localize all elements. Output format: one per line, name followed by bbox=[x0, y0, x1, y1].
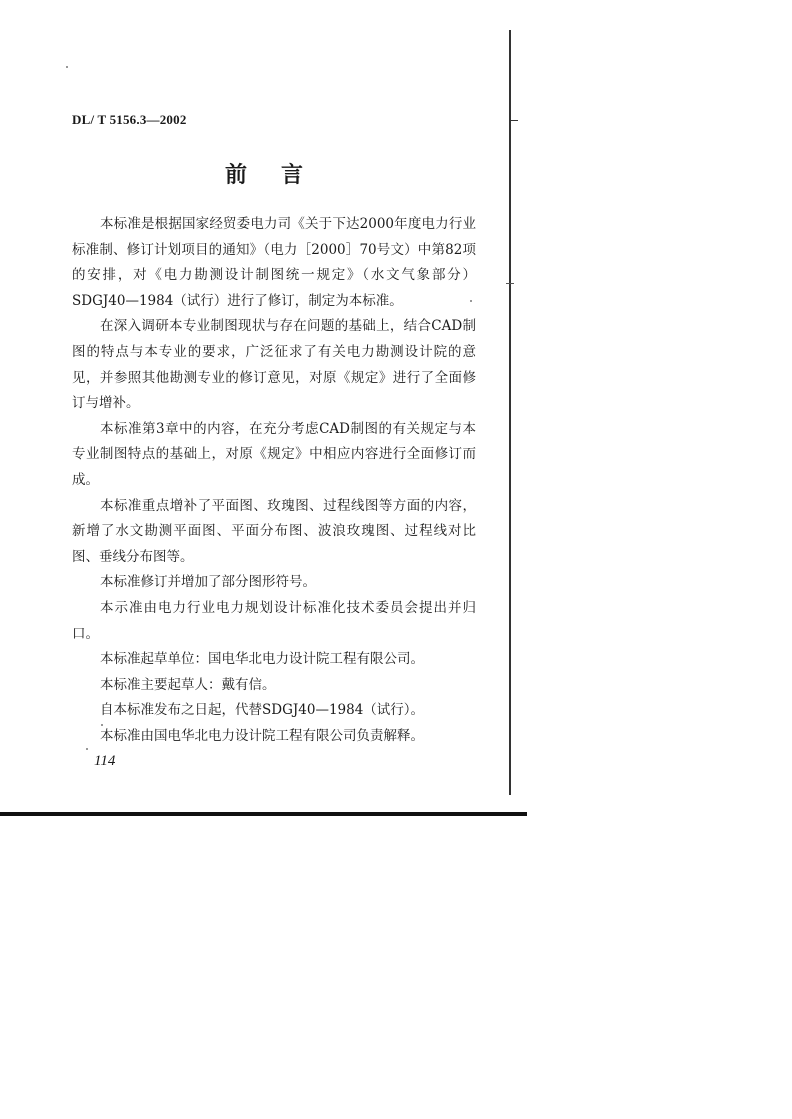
paragraph: 本示准由电力行业电力规划设计标准化技术委员会提出并归口。 bbox=[72, 599, 476, 642]
binding-tick bbox=[510, 120, 518, 121]
scan-speck bbox=[86, 748, 88, 750]
bottom-rule bbox=[0, 812, 527, 816]
paragraph: 本标准重点增补了平面图、玫瑰图、过程线图等方面的内容，新增了水文勘测平面图、平面分布图、波浪玫瑰图、过程线对比图、垂线分布图等。 bbox=[72, 497, 476, 565]
paragraph: 自本标准发布之日起，代替SDGJ40—1984（试行）。 bbox=[100, 702, 425, 719]
standard-code: DL/ T 5156.3—2002 bbox=[72, 112, 187, 127]
paragraph: 本标准主要起草人：戴有信。 bbox=[100, 676, 276, 693]
paragraph: 本标准起草单位：国电华北电力设计院工程有限公司。 bbox=[100, 651, 424, 668]
scan-speck bbox=[470, 300, 472, 302]
scan-speck bbox=[101, 724, 103, 726]
page-number: 114 bbox=[94, 753, 116, 769]
paragraph: 本标准由国电华北电力设计院工程有限公司负责解释。 bbox=[100, 727, 424, 744]
paragraph: 本标准第3章中的内容，在充分考虑CAD制图的有关规定与本专业制图特点的基础上，对原《规定》中相应内容进行全面修订而成。 bbox=[72, 420, 476, 488]
paragraph: 本标准是根据国家经贸委电力司《关于下达2000年度电力行业标准制、修订计划项目的通知》（电力［2000］70号文）中第82项的安排，对《电力勘测设计制图统一规定》（水文气象部分）SDGJ40—1984（试行）进行了修订，制定为本标准。 bbox=[72, 216, 476, 309]
scan-speck bbox=[66, 66, 68, 68]
binding-edge-line bbox=[509, 30, 511, 795]
foreword-body bbox=[72, 212, 476, 749]
binding-tick bbox=[506, 283, 514, 284]
page-title: 前言 bbox=[224, 162, 337, 188]
paragraph: 本标准修订并增加了部分图形符号。 bbox=[100, 574, 316, 591]
paragraph: 在深入调研本专业制图现状与存在问题的基础上，结合CAD制图的特点与本专业的要求，广泛征求了有关电力勘测设计院的意见，并参照其他勘测专业的修订意见，对原《规定》进行了全面修订与增补。 bbox=[72, 318, 476, 412]
